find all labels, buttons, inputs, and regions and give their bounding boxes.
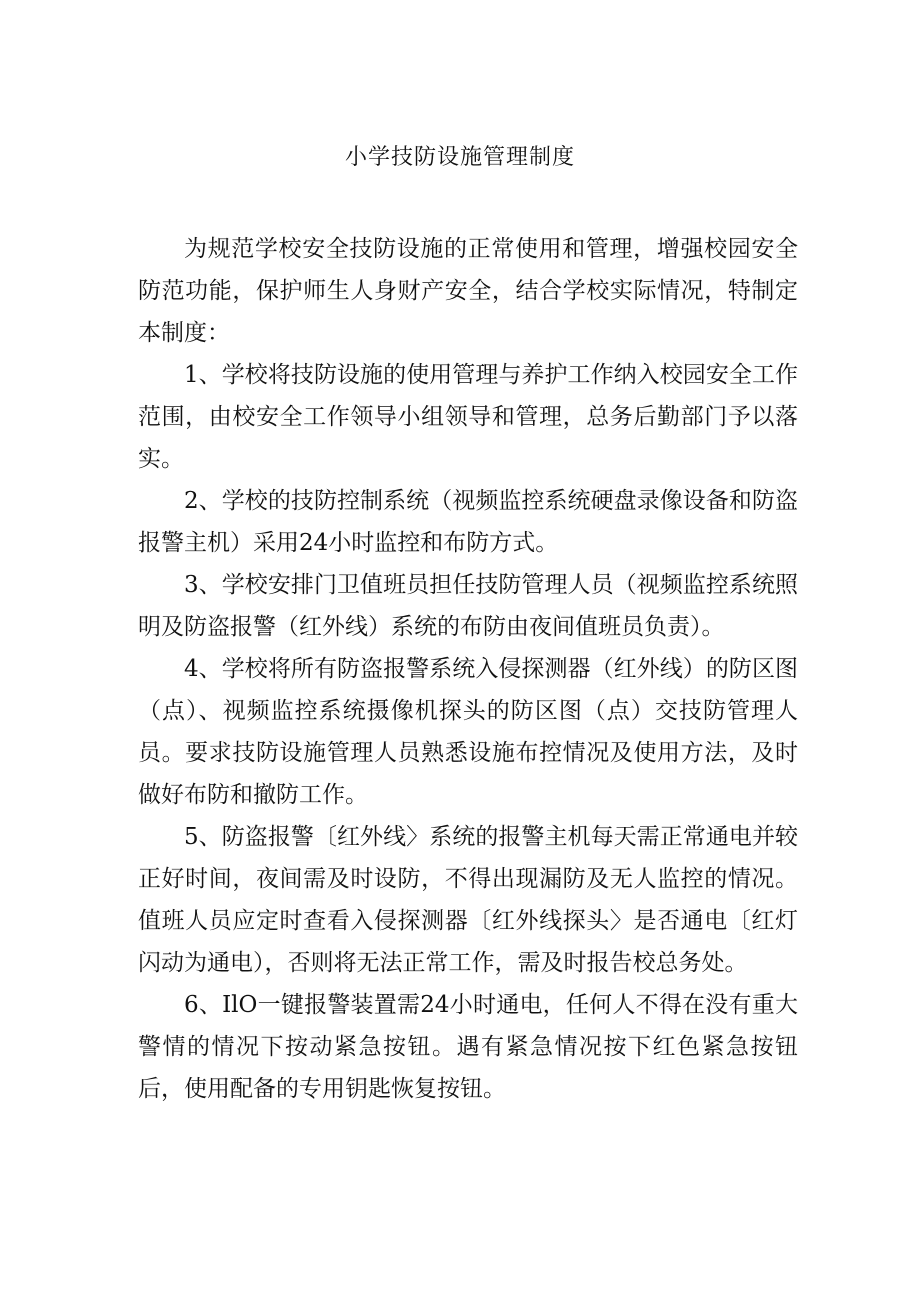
rule-paragraph-1: 1、学校将技防设施的使用管理与养护工作纳入校园安全工作范围，由校安全工作领导小组领导和管理，总务后勤部门予以落实。 xyxy=(138,362,798,472)
rule-paragraph-3: 3、学校安排门卫值班员担任技防管理人员（视频监控系统照明及防盗报警（红外线）系统的布防由夜间值班员负责）。 xyxy=(138,572,798,640)
rule-paragraph-5: 5、防盗报警〔红外线〉系统的报警主机每天需正常通电并较正好时间，夜间需及时设防，不得出现漏防及无人监控的情况。值班人员应定时查看入侵探测器〔红外线探头〉是否通电〔红灯闪动为通电），否则将无法正常工作，需及时报告校总务处。 xyxy=(138,824,798,976)
document-title: 小学技防设施管理制度 xyxy=(344,145,575,170)
rule-paragraph-2: 2、学校的技防控制系统（视频监控系统硬盘录像设备和防盗报警主机）采用24小时监控和布防方式。 xyxy=(138,488,798,556)
intro-paragraph: 为规范学校安全技防设施的正常使用和管理，增强校园安全防范功能，保护师生人身财产安全，结合学校实际情况，特制定本制度： xyxy=(138,236,798,346)
rule-paragraph-6: 6、IlO一键报警装置需24小时通电，任何人不得在没有重大警情的情况下按动紧急按钮。遇有紧急情况按下红色紧急按钮后，使用配备的专用钥匙恢复按钮。 xyxy=(138,992,798,1102)
rule-paragraph-4: 4、学校将所有防盗报警系统入侵探测器（红外线）的防区图（点）、视频监控系统摄像机探头的防区图（点）交技防管理人员。要求技防设施管理人员熟悉设施布控情况及使用方法，及时做好布防和撤防工作。 xyxy=(138,656,798,808)
document-body xyxy=(138,228,798,1110)
